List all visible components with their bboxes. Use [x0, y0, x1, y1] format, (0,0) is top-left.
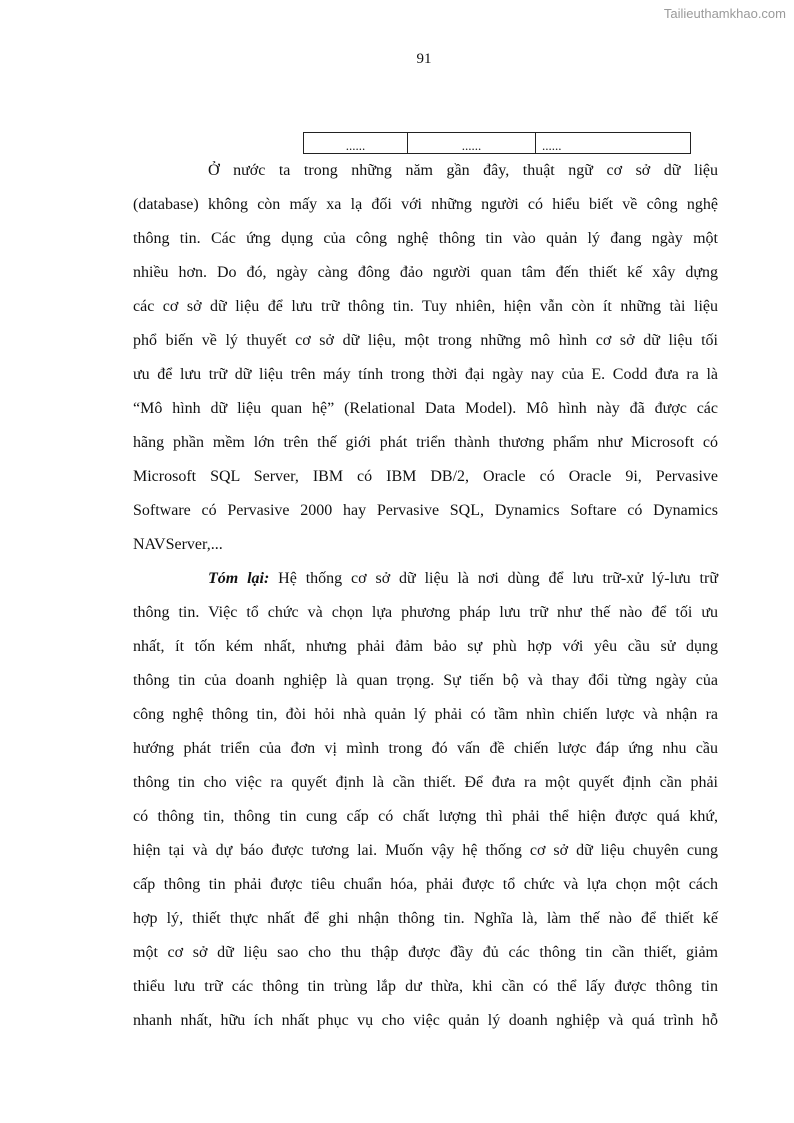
text-line: thông tin. Các ứng dụng của công nghệ thông tin vào quản lý đang ngày một: [133, 230, 718, 247]
summary-label: Tóm lại:: [208, 570, 270, 587]
text-line: thông tin. Việc tổ chức và chọn lựa phương pháp lưu trữ như thế nào để tối ưu: [133, 604, 718, 621]
text-line: thông tin cho việc ra quyết định là cần thiết. Để đưa ra một quyết định cần phải: [133, 774, 718, 791]
paragraph-intro: [133, 154, 718, 562]
text-line: công nghệ thông tin, đòi hỏi nhà quản lý phải có tầm nhìn chiến lược và nhận ra: [133, 706, 718, 723]
page-number: 91: [416, 51, 432, 67]
text-line: ưu để lưu trữ dữ liệu trên máy tính trong thời đại ngày nay của E. Codd đưa ra là: [133, 366, 718, 383]
text-line: nhiều hơn. Do đó, ngày càng đông đảo người quan tâm đến thiết kế xây dựng: [133, 264, 718, 281]
text-line: thông tin của doanh nghiệp là quan trọng. Sự tiến bộ và thay đổi từng ngày của: [133, 672, 718, 689]
text-line: [133, 562, 718, 596]
table-fragment: [303, 132, 691, 154]
table-cell: ......: [408, 133, 536, 154]
text-line: Microsoft SQL Server, IBM có IBM DB/2, Oracle có Oracle 9i, Pervasive: [133, 468, 718, 485]
text-line: hướng phát triển của đơn vị mình trong đó vấn đề chiến lược đáp ứng nhu cầu: [133, 740, 718, 757]
text-line: nhất, ít tốn kém nhất, nhưng phải đảm bảo sự phù hợp với yêu cầu sử dụng: [133, 638, 718, 655]
text-line: nhanh nhất, hữu ích nhất phục vụ cho việc quản lý doanh nghiệp và quá trình hỗ: [133, 1012, 718, 1029]
text-line: “Mô hình dữ liệu quan hệ” (Relational Data Model). Mô hình này đã được các: [133, 400, 718, 417]
text-line: có thông tin, thông tin cung cấp có chất lượng thì phải thể hiện được quá khứ,: [133, 808, 718, 825]
table-cell: ......: [304, 133, 408, 154]
text-line: hãng phần mềm lớn trên thế giới phát triển thành thương phẩm như Microsoft có: [133, 434, 718, 451]
text-line: một cơ sở dữ liệu sao cho thu thập được đầy đủ các thông tin cần thiết, giảm: [133, 944, 718, 961]
text-line: các cơ sở dữ liệu để lưu trữ thông tin. Tuy nhiên, hiện vẫn còn ít những tài liệu: [133, 298, 718, 315]
text-line: NAVServer,...: [133, 536, 223, 553]
paragraph-summary: [133, 562, 718, 1038]
text-line: Software có Pervasive 2000 hay Pervasive SQL, Dynamics Softare có Dynamics: [133, 502, 718, 519]
text-line: (database) không còn mấy xa lạ đối với những người có hiểu biết về công nghệ: [133, 196, 718, 213]
text-line: Ở nước ta trong những năm gần đây, thuật ngữ cơ sở dữ liệu: [208, 162, 718, 179]
summary-first-line: Hệ thống cơ sở dữ liệu là nơi dùng để lưu trữ-xử lý-lưu trữ: [269, 570, 719, 587]
text-line: thiểu lưu trữ các thông tin trùng lắp dư thừa, khi cần có thể lấy được thông tin: [133, 978, 718, 995]
text-line: phổ biến về lý thuyết cơ sở dữ liệu, một trong những mô hình cơ sở dữ liệu tối: [133, 332, 718, 349]
table-cell: ......: [536, 133, 691, 154]
watermark: Tailieuthamkhao.com: [663, 6, 786, 21]
text-line: hợp lý, thiết thực nhất để ghi nhận thông tin. Nghĩa là, làm thế nào để thiết kế: [133, 910, 718, 927]
text-line: hiện tại và dự báo được tương lai. Muốn vậy hệ thống cơ sở dữ liệu chuyên cung: [133, 842, 718, 859]
table-row: [304, 133, 691, 154]
text-line: cấp thông tin phải được tiêu chuẩn hóa, phải được tổ chức và lựa chọn một cách: [133, 876, 718, 893]
